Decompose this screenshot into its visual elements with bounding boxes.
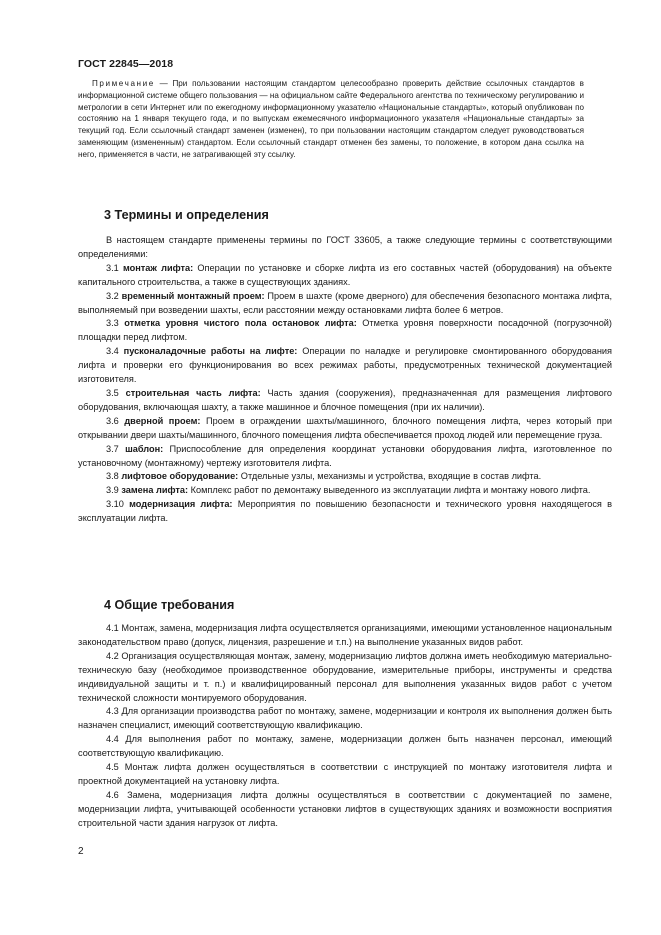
term-definition: Часть здания (сооружения), предназначенная для размещения лифтового оборудования, включающая шахту, а также машинное и блочное помещения (при их наличии). xyxy=(78,387,612,412)
requirement-item: 4.5 Монтаж лифта должен осуществляться в соответствии с инструкцией по монтажу изготовителя лифта и проектной документацией на установку лифта. xyxy=(78,762,612,786)
term-name: строительная часть лифта: xyxy=(125,387,261,398)
term-name: лифтовое оборудование: xyxy=(121,471,239,482)
term-number: 3.10 xyxy=(106,499,130,510)
term-definition: Отдельные узлы, механизмы и устройства, входящие в состав лифта. xyxy=(238,471,542,482)
term-item xyxy=(78,387,612,415)
term-item xyxy=(78,470,612,484)
page-number: 2 xyxy=(78,846,84,857)
term-item xyxy=(78,484,612,498)
note-paragraph xyxy=(78,78,584,161)
term-number: 3.2 xyxy=(106,290,122,301)
term-name: шаблон: xyxy=(125,443,164,454)
term-name: пусконаладочные работы на лифте: xyxy=(123,346,298,357)
term-definition: Комплекс работ по демонтажу выведенного из эксплуатации лифта и монтажу нового лифта. xyxy=(188,485,591,496)
term-number: 3.3 xyxy=(106,318,125,329)
term-name: временный монтажный проем: xyxy=(121,290,265,301)
term-name: дверной проем: xyxy=(124,415,201,426)
note-text: — При пользовании настоящим стандартом целесообразно проверить действие ссылочных стандартов в информационной системе общего пользования — на официальном сайте Федерального агентства по техническому регулированию и метрологии в сети Интернет или по ежегодному информационному указателю «Национальные стандарты», который опубликован по состоянию на 1 января текущего года, и по выпускам ежемесячного информационного указателя «Национальные стандарты» за текущий год. Если ссылочный стандарт заменен (изменен), то при пользовании настоящим стандартом следует руководствоваться заменяющим (измененным) стандартом. Если ссылочный стандарт отменен без замены, то положение, в котором дана ссылка на него, применяется в части, не затрагивающей эту ссылку. xyxy=(78,79,584,159)
note-label: Примечание xyxy=(92,79,155,88)
term-number: 3.5 xyxy=(106,387,126,398)
term-number: 3.1 xyxy=(106,262,123,273)
section-4-body xyxy=(78,622,612,831)
term-item xyxy=(78,415,612,443)
term-item xyxy=(78,443,612,471)
term-name: монтаж лифта: xyxy=(122,262,194,273)
term-name: замена лифта: xyxy=(121,485,189,496)
section-3-intro: В настоящем стандарте применены термины по ГОСТ 33605, а также следующие термины с соответствующими определениями: xyxy=(78,235,612,259)
term-item xyxy=(78,345,612,387)
term-definition: Проем в шахте (кроме дверного) для обеспечения безопасного монтажа лифта, выполняемый при возведении шахты, если расстоянии между остановками лифта более 6 метров. xyxy=(78,290,612,315)
requirement-item: 4.4 Для выполнения работ по монтажу, замене, модернизации должен быть назначен персонал, имеющий соответствующую квалификацию. xyxy=(78,734,612,759)
requirement-item: 4.1 Монтаж, замена, модернизация лифта осуществляется организациями, имеющими установленное национальным законодательством право (допуск, лицензия, разрешение и т.п.) на выполнение указанных видов работ. xyxy=(78,623,612,647)
note-block xyxy=(78,78,584,161)
term-definition: Операции по установке и сборке лифта из его составных частей (оборудования) на объекте капитального строительства, а также в существующих зданиях. xyxy=(78,262,612,287)
term-definition: Мероприятия по повышению безопасности и технического уровня находящегося в эксплуатации лифта. xyxy=(78,499,612,524)
term-number: 3.6 xyxy=(106,415,125,426)
document-header: ГОСТ 22845—2018 xyxy=(78,58,174,70)
term-item xyxy=(78,317,612,345)
term-definition: Проем в ограждении шахты/машинного, блочного помещения лифта, через который при открывании двери шахты/машинного, блочного помещения лифта обеспечивается проход людей или перемещение груза. xyxy=(78,415,612,440)
term-definition: Операции по наладке и регулировке смонтированного оборудования лифта и проверки его функционирования во всех режимах работы, предусмотренных технической документацией изготовителя. xyxy=(78,346,612,385)
term-number: 3.7 xyxy=(106,443,126,454)
term-name: отметка уровня чистого пола остановок лифта: xyxy=(124,318,357,329)
section-3-title: 3 Термины и определения xyxy=(104,208,269,222)
term-item xyxy=(78,498,612,526)
section-4-title: 4 Общие требования xyxy=(104,598,235,612)
term-number: 3.4 xyxy=(106,346,124,357)
requirement-item: 4.2 Организация осуществляющая монтаж, замену, модернизацию лифтов должна иметь необходимую материально-техническую базу (необходимое производственное оборудование, измерительные приборы, инструменты и средства индивидуальной защиты и т. п.) и квалифицированный персонал для выполнения указанных видов работ с учетом технической сложности монтируемого оборудования. xyxy=(78,650,612,703)
term-name: модернизация лифта: xyxy=(129,499,233,510)
requirement-item: 4.6 Замена, модернизация лифта должны осуществляться в соответствии с документацией по замене, модернизации лифта, учитывающей особенности установки лифтов в существующих зданиях и возможности восприятия строительной части здания нагрузок от лифта. xyxy=(78,789,612,828)
section-3-body xyxy=(78,234,612,526)
term-number: 3.9 xyxy=(106,485,122,496)
term-number: 3.8 xyxy=(106,471,122,482)
term-item xyxy=(78,290,612,318)
term-item xyxy=(78,262,612,290)
term-definition: Приспособление для определения координат установки оборудования лифта, изготовленное по установочному (монтажному) чертежу изготовителя лифта. xyxy=(78,443,612,468)
requirement-item: 4.3 Для организации производства работ по монтажу, замене, модернизации и контроля их выполнения должен быть назначен специалист, имеющий соответствующую квалификацию. xyxy=(78,706,612,731)
term-definition: Отметка уровня поверхности посадочной (погрузочной) площадки перед лифтом. xyxy=(78,318,612,343)
